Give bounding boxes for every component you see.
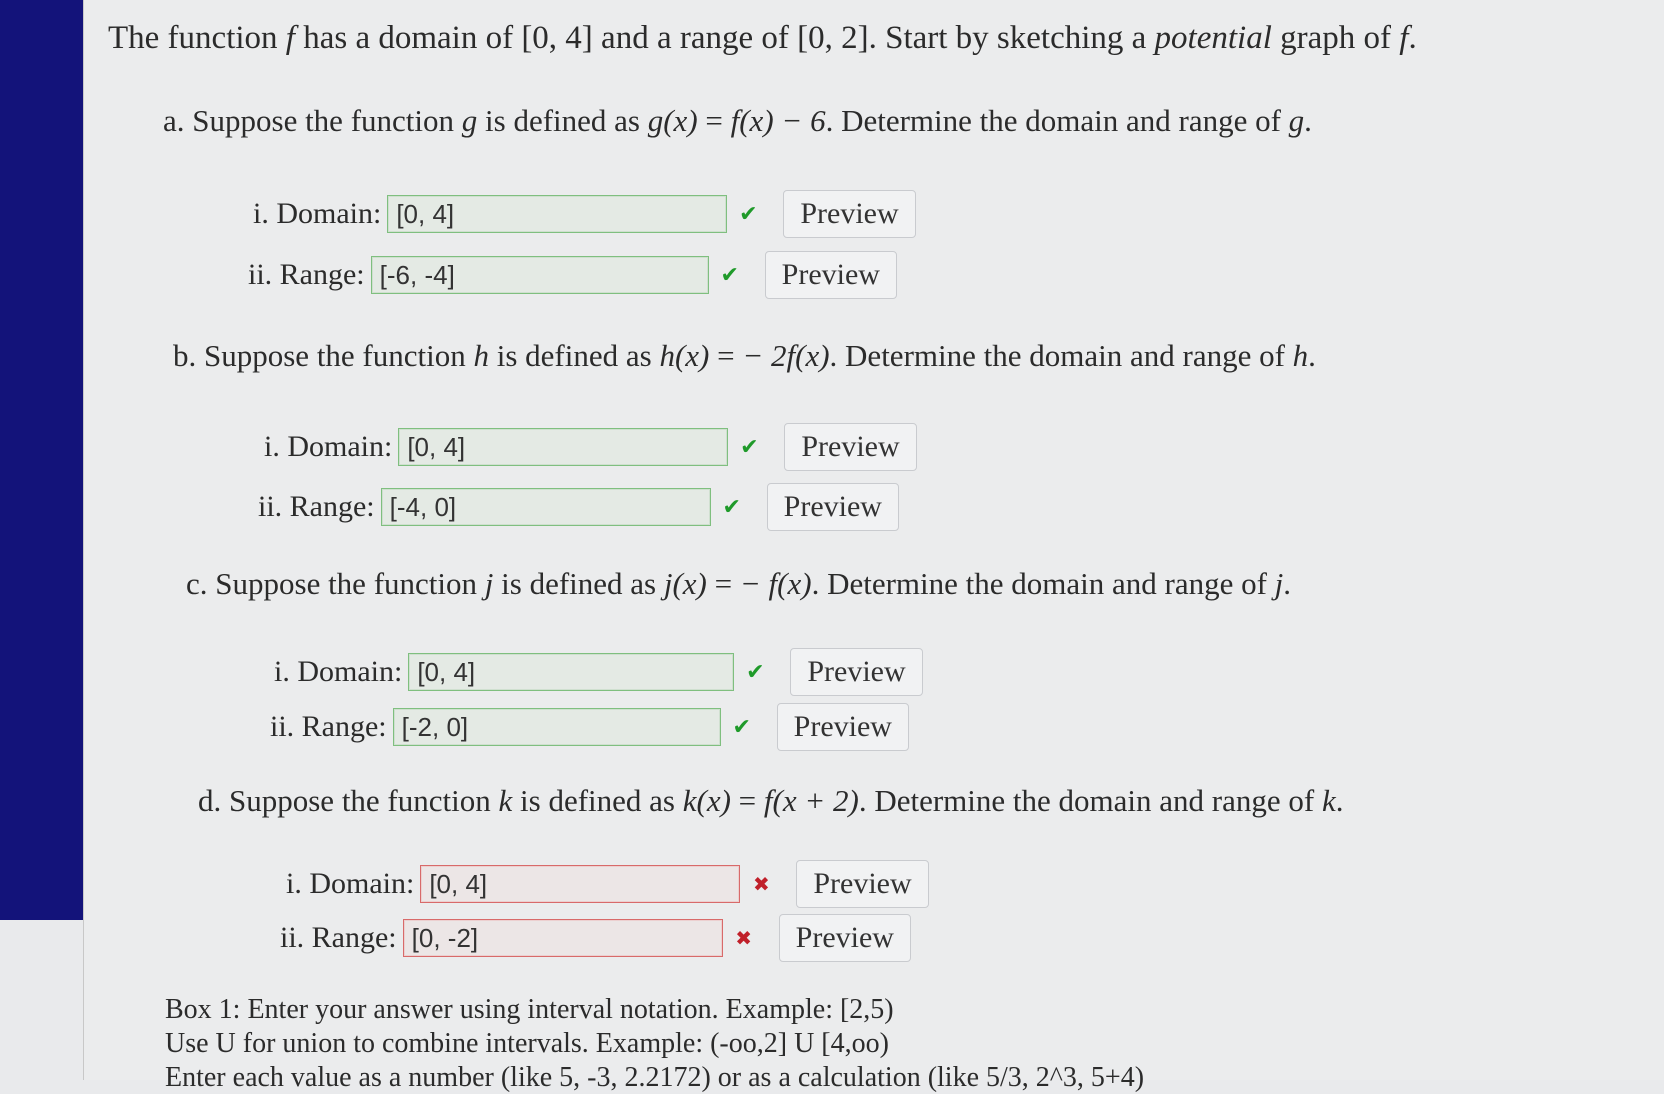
part-d-end: . — [1335, 783, 1344, 818]
part-c-question — [186, 566, 1291, 602]
part-a-mid: is defined as — [477, 103, 648, 138]
part-d-domain-input[interactable]: [0, 4] — [420, 865, 740, 903]
part-c-lhs: j(x) — [663, 566, 707, 601]
part-d-range-label: ii. Range: — [280, 921, 397, 954]
part-c-range-row — [270, 705, 909, 749]
part-a-range-label: ii. Range: — [248, 258, 365, 291]
part-c-range-input[interactable]: [-2, 0] — [393, 708, 721, 746]
part-a-domain-preview-button[interactable]: Preview — [783, 190, 915, 238]
intro-text-2: has a domain of [0, 4] and a range of [0, 2]. Start by sketching a — [294, 20, 1155, 56]
part-a-range-preview-button[interactable]: Preview — [765, 251, 897, 299]
intro-text-4: . — [1408, 20, 1417, 56]
help-line-1: Box 1: Enter your answer using interval notation. Example: [2,5) — [165, 994, 894, 1025]
part-b-post: . Determine the domain and range of — [829, 338, 1293, 373]
part-b-fn2: h — [1292, 338, 1309, 373]
check-icon: ✔ — [739, 201, 758, 227]
part-a-domain-input[interactable]: [0, 4] — [387, 195, 727, 233]
part-d-domain-row — [286, 862, 929, 906]
part-a-fn: g — [461, 103, 478, 138]
part-b-pre: b. Suppose the function — [173, 338, 474, 373]
part-a-pre: a. Suppose the function — [163, 103, 462, 138]
part-c-pre: c. Suppose the function — [186, 566, 485, 601]
left-sidebar — [0, 0, 90, 920]
part-b-domain-preview-button[interactable]: Preview — [784, 423, 916, 471]
check-icon: ✔ — [722, 494, 741, 520]
check-icon: ✔ — [732, 714, 751, 740]
check-icon: ✔ — [746, 659, 765, 685]
part-d-domain-preview-button[interactable]: Preview — [796, 860, 928, 908]
part-c-domain-input[interactable]: [0, 4] — [408, 653, 734, 691]
part-c-eq: = — [706, 566, 740, 601]
part-c-domain-label: i. Domain: — [274, 655, 403, 688]
part-d-fn: k — [498, 783, 513, 818]
intro-text-1: The function — [108, 20, 286, 56]
part-b-domain-row — [264, 425, 917, 469]
check-icon: ✔ — [740, 434, 759, 460]
part-b-range-label: ii. Range: — [258, 490, 375, 523]
part-a-lhs: g(x) — [647, 103, 698, 138]
part-d-eq: = — [730, 783, 764, 818]
intro-text-3: graph of — [1271, 20, 1400, 56]
part-c-rhs: − f(x) — [739, 566, 812, 601]
intro-fn-2: f — [1399, 20, 1409, 56]
part-d-question — [198, 783, 1343, 819]
part-b-domain-label: i. Domain: — [264, 430, 393, 463]
part-d-post: . Determine the domain and range of — [858, 783, 1322, 818]
part-a-rhs: f(x) − 6 — [730, 103, 826, 138]
part-b-fn: h — [473, 338, 489, 373]
part-d-pre: d. Suppose the function — [198, 783, 499, 818]
part-c-range-label: ii. Range: — [270, 710, 387, 743]
part-b-range-input[interactable]: [-4, 0] — [381, 488, 711, 526]
part-c-fn: j — [484, 566, 494, 601]
part-a-domain-label: i. Domain: — [253, 197, 382, 230]
part-a-post: . Determine the domain and range of — [825, 103, 1289, 138]
part-b-mid: is defined as — [489, 338, 660, 373]
part-a-question — [163, 103, 1312, 139]
part-a-domain-row — [253, 192, 916, 236]
part-a-eq: = — [697, 103, 731, 138]
cross-icon: ✖ — [752, 872, 770, 896]
part-d-range-row — [280, 916, 911, 960]
part-a-fn2: g — [1288, 103, 1305, 138]
part-b-range-row — [258, 485, 899, 529]
part-c-domain-preview-button[interactable]: Preview — [790, 648, 922, 696]
part-d-mid: is defined as — [512, 783, 683, 818]
part-d-rhs: f(x + 2) — [763, 783, 859, 818]
intro-potential: potential — [1154, 20, 1272, 56]
intro-fn: f — [285, 20, 295, 56]
part-b-eq: = — [709, 338, 743, 373]
part-b-end: . — [1308, 338, 1316, 373]
check-icon: ✔ — [720, 262, 739, 288]
part-d-fn2: k — [1321, 783, 1336, 818]
part-d-range-input[interactable]: [0, -2] — [403, 919, 723, 957]
part-d-range-preview-button[interactable]: Preview — [779, 914, 911, 962]
part-a-end: . — [1304, 103, 1312, 138]
part-a-range-row — [248, 253, 897, 297]
help-line-2: Use U for union to combine intervals. Example: (-oo,2] U [4,oo) — [165, 1028, 889, 1059]
part-c-end: . — [1283, 566, 1292, 601]
part-d-domain-label: i. Domain: — [286, 867, 415, 900]
part-c-fn2: j — [1274, 566, 1284, 601]
part-b-lhs: h(x) — [659, 338, 710, 373]
help-line-3: Enter each value as a number (like 5, -3, 2.2172) or as a calculation (like 5/3, 2^3, 5+4) — [165, 1062, 1145, 1093]
cross-icon: ✖ — [735, 926, 753, 950]
part-a-range-input[interactable]: [-6, -4] — [371, 256, 709, 294]
part-c-mid: is defined as — [493, 566, 664, 601]
part-b-question — [173, 338, 1316, 374]
part-b-rhs: − 2f(x) — [742, 338, 830, 373]
part-c-range-preview-button[interactable]: Preview — [777, 703, 909, 751]
part-b-range-preview-button[interactable]: Preview — [767, 483, 899, 531]
part-d-lhs: k(x) — [682, 783, 731, 818]
question-intro — [108, 20, 1417, 57]
part-c-domain-row — [274, 650, 923, 694]
part-b-domain-input[interactable]: [0, 4] — [398, 428, 728, 466]
part-c-post: . Determine the domain and range of — [811, 566, 1275, 601]
